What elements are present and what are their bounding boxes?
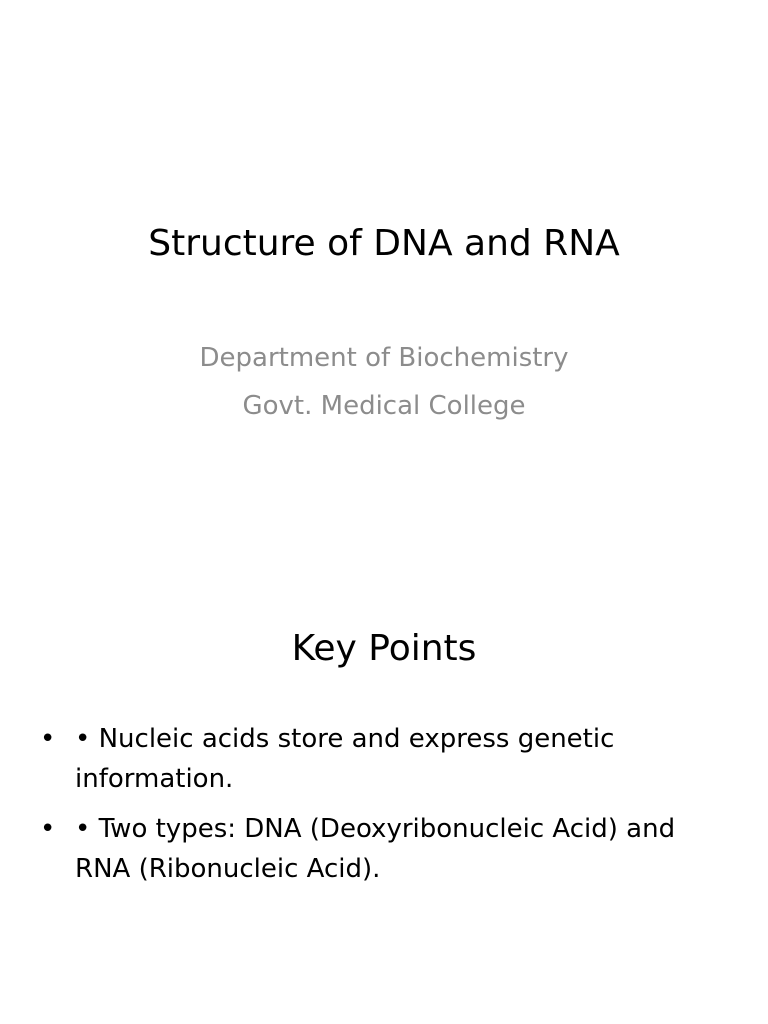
slide-subtitle (0, 334, 768, 430)
bullet-text: • Two types: DNA (Deoxyribonucleic Acid) and RNA (Ribonucleic Acid). (75, 814, 676, 884)
key-points-title: Key Points (291, 628, 477, 669)
bullet-marker-icon: • (40, 814, 56, 844)
subtitle-line-department: Department of Biochemistry (199, 343, 569, 373)
bullet-marker-icon: • (40, 724, 56, 754)
bullet-text: • Nucleic acids store and express genetic information. (75, 724, 615, 794)
bullet-list (40, 719, 730, 899)
list-item (40, 719, 730, 799)
list-item (40, 809, 730, 889)
slide-title: Structure of DNA and RNA (148, 223, 620, 264)
subtitle-line-college: Govt. Medical College (242, 391, 526, 421)
key-points-slide (0, 576, 768, 1024)
